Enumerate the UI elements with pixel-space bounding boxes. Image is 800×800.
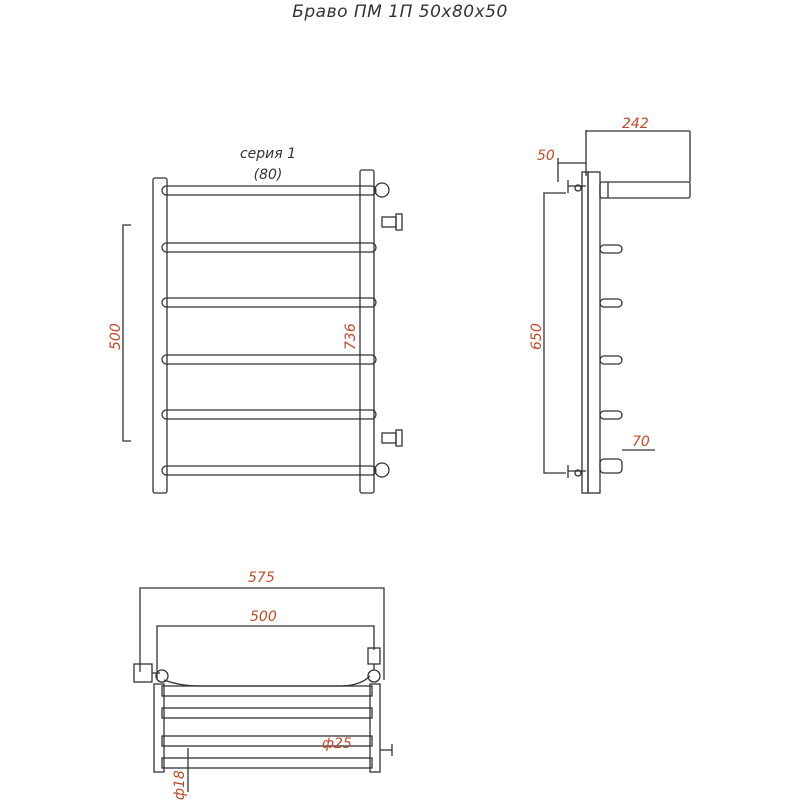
dim-736: 736 bbox=[343, 323, 359, 350]
upper-connector bbox=[382, 214, 402, 230]
dim-500-vertical: 500 bbox=[108, 323, 124, 350]
dim-50: 50 bbox=[537, 148, 555, 164]
top-rail-4 bbox=[162, 758, 372, 768]
dim-500-horizontal: 500 bbox=[250, 609, 277, 625]
front-view bbox=[123, 170, 402, 493]
left-vertical-pipe bbox=[153, 178, 167, 493]
right-vertical-pipe bbox=[360, 170, 374, 493]
dim-242: 242 bbox=[622, 116, 649, 132]
top-shelf bbox=[600, 182, 690, 198]
dim-phi18: ф18 bbox=[172, 770, 188, 800]
dim-line-575 bbox=[140, 588, 384, 680]
series-code: (80) bbox=[253, 167, 283, 183]
dim-line-650 bbox=[544, 193, 566, 473]
dim-phi25: ф25 bbox=[322, 736, 352, 752]
dim-70: 70 bbox=[632, 434, 650, 450]
top-fitting bbox=[375, 183, 389, 197]
series-name: серия 1 bbox=[239, 146, 297, 162]
dim-650: 650 bbox=[529, 323, 545, 350]
wall-mount-bottom bbox=[568, 465, 586, 478]
lower-connector bbox=[382, 430, 402, 446]
side-view bbox=[544, 130, 690, 493]
dim-line-500 bbox=[157, 626, 374, 680]
side-rail-stubs bbox=[600, 245, 622, 473]
left-mount bbox=[134, 664, 152, 682]
top-rail-1 bbox=[162, 686, 372, 696]
bottom-fitting bbox=[375, 463, 389, 477]
right-mount bbox=[368, 648, 380, 664]
top-rail-2 bbox=[162, 708, 372, 718]
drawing-title: Браво ПМ 1П 50x80x50 bbox=[292, 2, 508, 22]
dim-line-500 bbox=[123, 225, 131, 441]
dim-575: 575 bbox=[248, 570, 275, 586]
side-vertical-pipe bbox=[588, 172, 600, 493]
wall-mount-top bbox=[568, 180, 586, 193]
